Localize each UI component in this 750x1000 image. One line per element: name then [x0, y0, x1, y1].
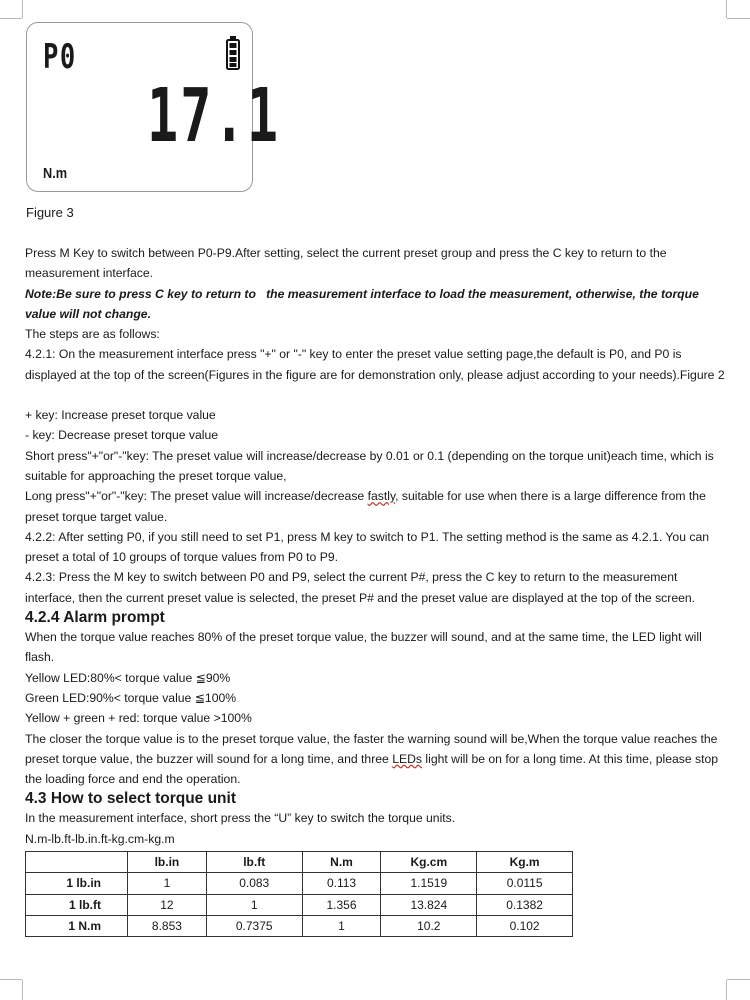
lcd-display-figure — [26, 22, 281, 192]
preset-switch-paragraph: Press M Key to switch between P0-P9.After setting, select the current preset group and press the C key to return to the measurement interface. — [25, 246, 667, 281]
unit-instruction: In the measurement interface, short press the “U” key to switch the torque units. — [25, 811, 456, 826]
alarm-closer-text — [25, 729, 725, 790]
row-header: 1 lb.in — [26, 873, 128, 894]
table-cell: 1.356 — [302, 894, 381, 915]
crop-mark — [727, 18, 750, 19]
alarm-closer-b: light will be on for a long time. At this time, please stop the loading force and end the operation. — [25, 751, 719, 787]
unit-heading: 4.3 How to select torque unit — [25, 790, 236, 808]
table-cell: 8.853 — [128, 915, 207, 936]
column-header: lb.ft — [206, 852, 302, 873]
column-header: N.m — [302, 852, 381, 873]
step-4-2-1: 4.2.1: On the measurement interface press "+" or "-" key to enter the preset value setting page,the default is P0, and P0 is displayed at the top of the screen(Figures in the figure are for demonstration only, please adjust according to your needs).Figure 2 — [25, 347, 725, 382]
column-header: Kg.cm — [381, 852, 477, 873]
steps-intro: The steps are as follows: — [25, 327, 160, 342]
table-cell: 0.7375 — [206, 915, 302, 936]
table-row — [26, 915, 573, 936]
step-4-2-3: 4.2.3: Press the M key to switch between P0 and P9, select the current P#, press the C key to return to the measurement interface, then the current preset value is selected, the preset P# and the preset value are displayed at the top of the screen. — [25, 570, 696, 605]
crop-mark — [726, 0, 727, 18]
alarm-closer-a: The closer the torque value is to the preset torque value, the faster the warning sound will be,When the torque value reaches the preset torque value, the buzzer will sound for a long time, and three — [25, 731, 718, 766]
unit-sequence: N.m-lb.ft-lb.in.ft-kg.cm-kg.m — [25, 831, 175, 846]
table-cell: 12 — [128, 894, 207, 915]
table-cell: 0.113 — [302, 873, 381, 894]
column-header: lb.in — [128, 852, 207, 873]
table-cell: 0.1382 — [477, 894, 573, 915]
alarm-intro: When the torque value reaches 80% of the preset torque value, the buzzer will sound, and at the same time, the LED light will flash. — [25, 630, 702, 665]
lcd-preset-label: P0 — [43, 37, 77, 77]
table-header-row — [26, 852, 573, 873]
spacer — [25, 385, 725, 405]
yellow-led-text: Yellow LED:80%< torque value ≦90% — [25, 670, 231, 685]
crop-mark — [22, 980, 23, 1000]
battery-icon — [226, 36, 240, 75]
crop-mark — [22, 0, 23, 18]
long-press-text-a: Long press"+"or"-"key: The preset value will increase/decrease — [25, 489, 368, 504]
figure-caption: Figure 3 — [26, 205, 74, 220]
red-led-text: Yellow + green + red: torque value >100% — [25, 711, 252, 726]
table-cell: 1.1519 — [381, 873, 477, 894]
table-cell: 13.824 — [381, 894, 477, 915]
lcd-unit-label: N.m — [43, 165, 68, 182]
long-press-flagged-word: fastly — [367, 489, 396, 504]
table-cell: 1 — [128, 873, 207, 894]
table-row — [26, 873, 573, 894]
alarm-flagged-word: LEDs — [392, 751, 423, 766]
column-header: Kg.m — [477, 852, 573, 873]
step-4-2-2: 4.2.2: After setting P0, if you still need to set P1, press M key to switch to P1. The setting method is the same as 4.2.1. You can preset a total of 10 groups of torque values from P0 to P9. — [25, 529, 710, 565]
alarm-heading: 4.2.4 Alarm prompt — [25, 609, 165, 627]
crop-mark — [727, 979, 750, 980]
table-cell: 1 — [302, 915, 381, 936]
table-corner-cell — [26, 852, 128, 873]
lcd-torque-reading: 17.1 — [147, 73, 281, 159]
long-press-text-b: , suitable for use when there is a large difference from the preset torque target value. — [25, 489, 706, 524]
row-header: 1 lb.ft — [26, 894, 128, 915]
plus-key-text: + key: Increase preset torque value — [25, 408, 216, 423]
table-cell: 0.0115 — [477, 873, 573, 894]
green-led-text: Green LED:90%< torque value ≦100% — [25, 690, 237, 705]
crop-mark — [0, 979, 22, 980]
short-press-text: Short press"+"or"-"key: The preset value will increase/decrease by 0.01 or 0.1 (depending on the torque unit)each time, which is suitable for approaching the preset torque value, — [25, 448, 714, 483]
unit-conversion-table — [25, 851, 573, 937]
table-cell: 1 — [206, 894, 302, 915]
long-press-text — [25, 486, 725, 527]
table-cell: 10.2 — [381, 915, 477, 936]
note-paragraph: Note:Be sure to press C key to return to the measurement interface to load the measurement, otherwise, the torque value will not change. — [25, 286, 703, 321]
row-header: 1 N.m — [26, 915, 128, 936]
crop-mark — [726, 980, 727, 1000]
crop-mark — [0, 18, 22, 19]
manual-body — [25, 243, 725, 937]
table-cell: 0.083 — [206, 873, 302, 894]
minus-key-text: - key: Decrease preset torque value — [25, 428, 219, 443]
table-row — [26, 894, 573, 915]
table-cell: 0.102 — [477, 915, 573, 936]
